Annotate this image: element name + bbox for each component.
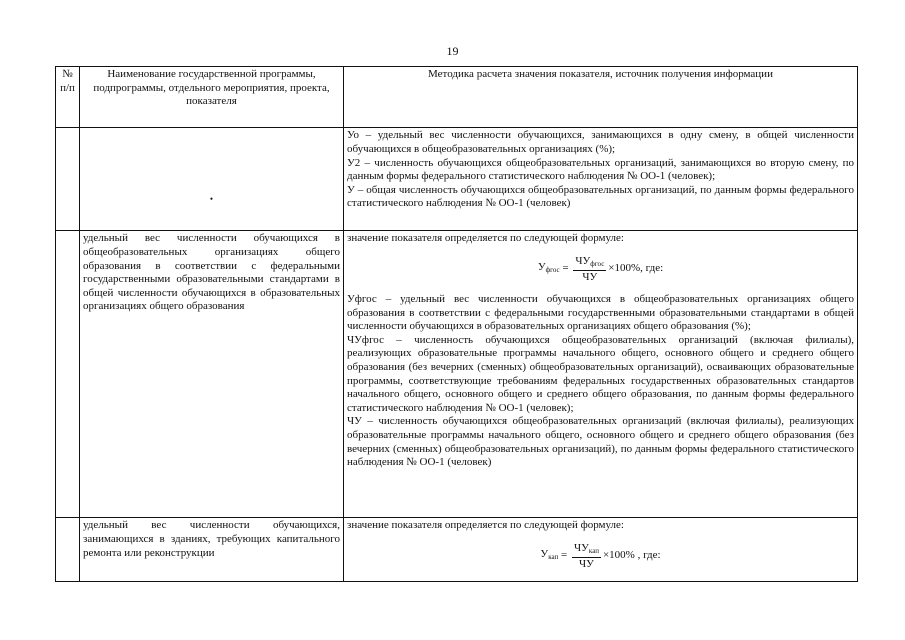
row1-num-cell bbox=[56, 128, 80, 231]
formula: $У_{фгос}$ = $\frac{ЧУ_{фгос}}{ЧУ}$ ×100%, где: bbox=[537, 255, 664, 283]
table-row bbox=[56, 128, 858, 231]
definition-line: Уфгос – удельный вес численности обучающихся в общеобразовательных организациях общего образования в соответствии с федеральными государственными образовательными стандартами в общей численности обучающихся в образовательных организациях общего образования (%); bbox=[347, 293, 854, 333]
stray-dot: • bbox=[209, 194, 214, 205]
row3-num-cell bbox=[56, 518, 80, 582]
formula-fraction: $\frac{ЧУ_{кап}}{ЧУ}$ bbox=[573, 542, 599, 570]
formula-intro: значение показателя определяется по следующей формуле: bbox=[347, 232, 624, 245]
row2-num-cell bbox=[56, 231, 80, 518]
row1-method-cell bbox=[344, 128, 858, 231]
header-num: № п/п bbox=[56, 67, 80, 128]
row2-name-cell: удельный вес численности обучающихся в общеобразовательных организациях общего образования в соответствии с федеральными государственными образовательными стандартами в общей численности обучающихся в образовательных организациях общего образования bbox=[80, 231, 344, 518]
definition-line: У2 – численность обучающихся общеобразовательных организаций, занимающихся во вторую смену, по данным формы федерального статистического наблюдения № ОО-1 (человек); bbox=[347, 156, 854, 183]
row3-name-cell: удельный вес численности обучающихся, занимающихся в зданиях, требующих капитального ремонта или реконструкции bbox=[80, 518, 344, 582]
definition-line: Уо – удельный вес численности обучающихся, занимающихся в одну смену, в общей численности обучающихся в общеобразовательных организациях (%); bbox=[347, 129, 854, 155]
definition-line: ЧУфгос – численность обучающихся общеобразовательных организаций (включая филиалы), реализующих образовательные программы начального общего, основного общего и среднего общего образования (без вечерних (сменных) общеобразовательных организаций), осваивающих образовательные программы, соответствующие требованиям федеральных государственных образовательных стандартов начального общего, основного общего и среднего общего образования, по данным формы федерального статистического наблюдения № ОО-1 (человек); bbox=[347, 333, 854, 414]
page-number: 19 bbox=[446, 44, 459, 58]
methodology-table bbox=[55, 66, 858, 582]
definition-line: У – общая численность обучающихся общеобразовательных организаций, по данным формы федерального статистического наблюдения № ОО-1 (человек) bbox=[347, 183, 854, 210]
table-header-row bbox=[56, 67, 858, 128]
formula-tail: ×100%, где: bbox=[608, 262, 664, 275]
row3-method-cell bbox=[344, 518, 858, 582]
table-row bbox=[56, 231, 858, 518]
formula-lhs: $У_{фгос}$ bbox=[537, 260, 560, 274]
definition-line: ЧУ – численность обучающихся общеобразовательных организаций (включая филиалы), реализующих образовательные программы начального общего, основного общего и среднего общего образования (без вечерних (сменных) общеобразовательных организаций), по данным формы федерального статистического наблюдения № ОО-1 (человек) bbox=[347, 415, 854, 469]
formula-lhs: $У_{кап}$ bbox=[540, 547, 559, 561]
header-method: Методика расчета значения показателя, источник получения информации bbox=[344, 67, 858, 128]
formula: $У_{кап}$ = $\frac{ЧУ_{кап}}{ЧУ}$ ×100% , где: bbox=[540, 542, 661, 570]
table-row bbox=[56, 518, 858, 582]
row2-method-cell bbox=[344, 231, 858, 518]
row1-name-cell bbox=[80, 128, 344, 231]
header-name: Наименование государственной программы, подпрограммы, отдельного мероприятия, проекта, показателя bbox=[80, 67, 344, 128]
formula-fraction: $\frac{ЧУ_{фгос}}{ЧУ}$ bbox=[575, 255, 605, 283]
formula-tail: ×100% , где: bbox=[602, 549, 661, 562]
formula-intro: значение показателя определяется по следующей формуле: bbox=[347, 519, 624, 532]
